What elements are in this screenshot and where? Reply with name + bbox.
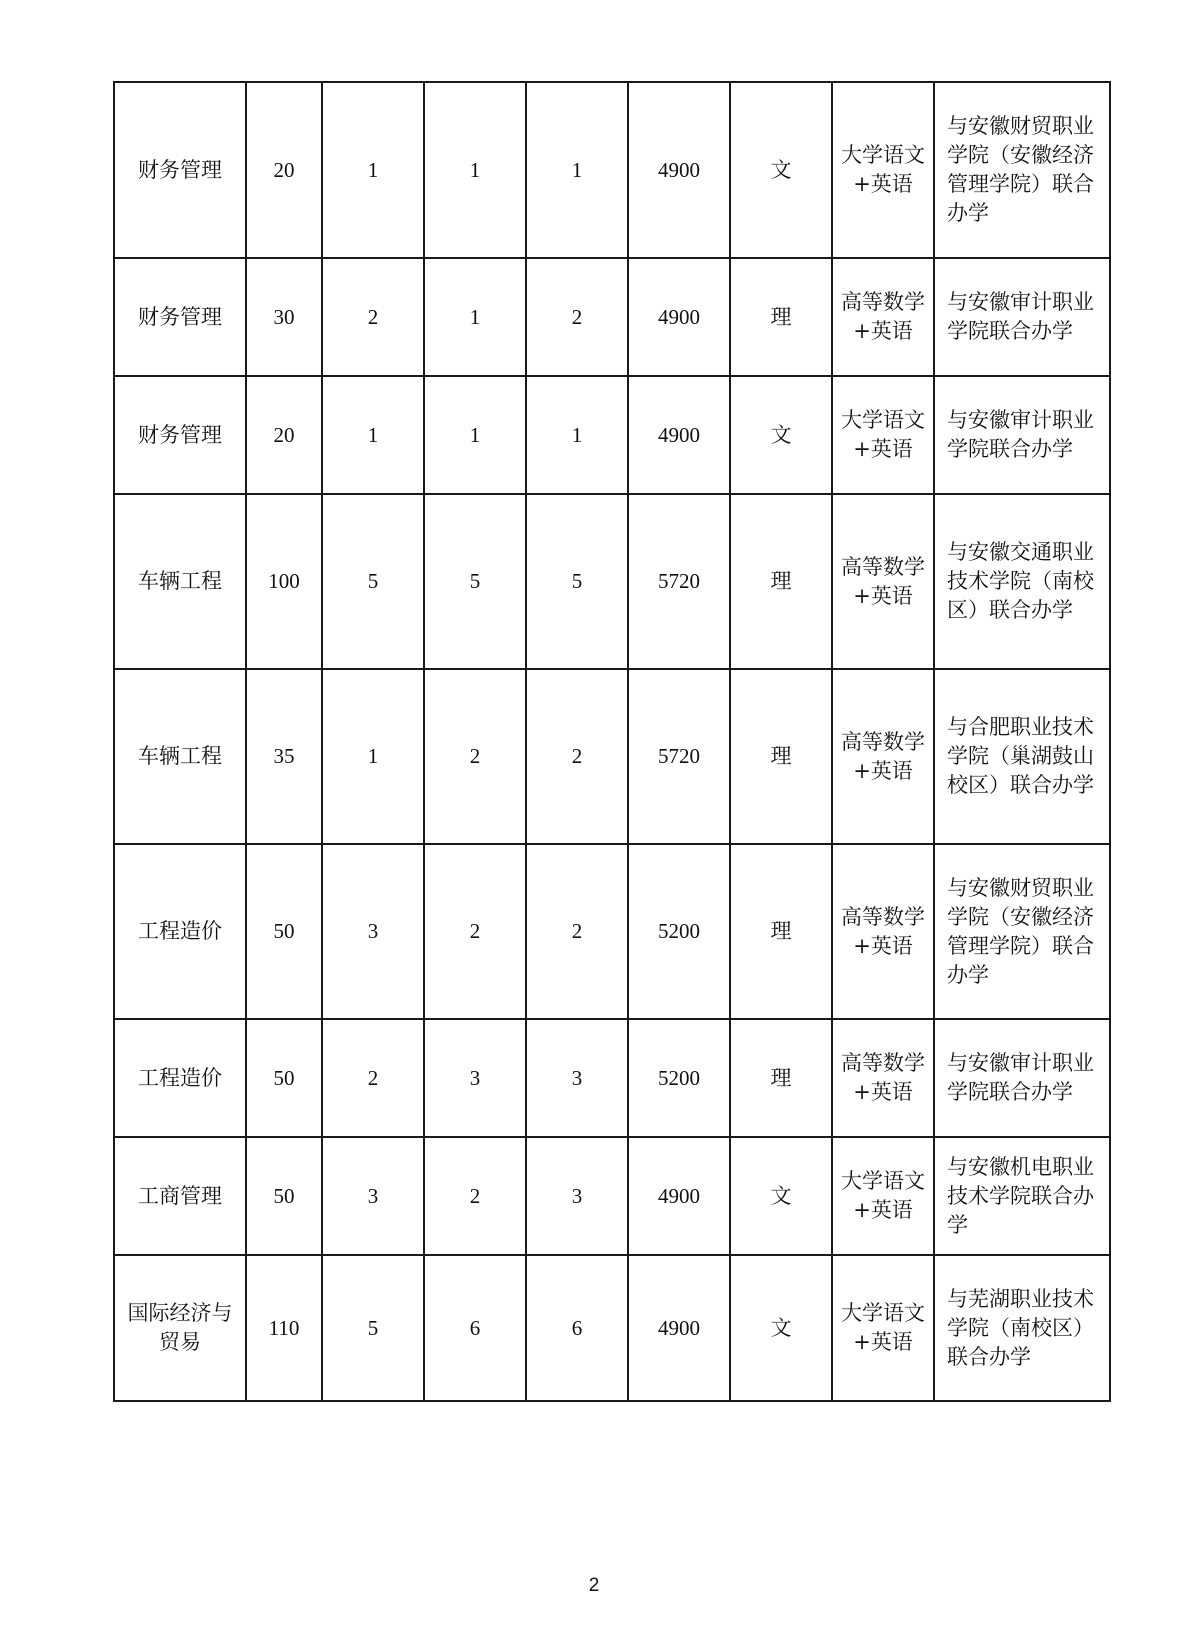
table-row — [114, 844, 1110, 1019]
plan-count-cell: 30 — [246, 258, 322, 376]
plan-count-cell: 50 — [246, 1137, 322, 1255]
note-cell: 与安徽财贸职业学院（安徽经济管理学院）联合办学 — [934, 82, 1110, 258]
note-cell: 与合肥职业技术学院（巢湖鼓山校区）联合办学 — [934, 669, 1110, 844]
count-cell-1: 3 — [322, 1137, 424, 1255]
count-cell-3: 2 — [526, 669, 628, 844]
exam-subjects-cell: 大学语文+英语 — [832, 82, 934, 258]
table-row — [114, 258, 1110, 376]
plan-count-cell: 110 — [246, 1255, 322, 1401]
count-cell-1: 2 — [322, 1019, 424, 1137]
plan-count-cell: 35 — [246, 669, 322, 844]
tuition-cell: 4900 — [628, 376, 730, 494]
count-cell-3: 5 — [526, 494, 628, 669]
tuition-cell: 5200 — [628, 844, 730, 1019]
tuition-cell: 4900 — [628, 258, 730, 376]
exam-subjects-cell: 高等数学+英语 — [832, 258, 934, 376]
note-cell: 与安徽审计职业学院联合办学 — [934, 258, 1110, 376]
major-cell: 工商管理 — [114, 1137, 246, 1255]
count-cell-3: 2 — [526, 258, 628, 376]
major-cell: 国际经济与贸易 — [114, 1255, 246, 1401]
count-cell-1: 1 — [322, 82, 424, 258]
category-cell: 理 — [730, 494, 832, 669]
note-cell: 与安徽机电职业技术学院联合办学 — [934, 1137, 1110, 1255]
tuition-cell: 4900 — [628, 82, 730, 258]
plan-count-cell: 20 — [246, 376, 322, 494]
count-cell-2: 5 — [424, 494, 526, 669]
major-cell: 工程造价 — [114, 1019, 246, 1137]
count-cell-2: 2 — [424, 844, 526, 1019]
count-cell-3: 2 — [526, 844, 628, 1019]
count-cell-1: 5 — [322, 494, 424, 669]
count-cell-1: 2 — [322, 258, 424, 376]
table-row — [114, 494, 1110, 669]
category-cell: 文 — [730, 82, 832, 258]
note-cell: 与芜湖职业技术学院（南校区）联合办学 — [934, 1255, 1110, 1401]
major-cell: 财务管理 — [114, 376, 246, 494]
count-cell-2: 6 — [424, 1255, 526, 1401]
count-cell-3: 1 — [526, 376, 628, 494]
count-cell-2: 1 — [424, 258, 526, 376]
table-row — [114, 376, 1110, 494]
tuition-cell: 5200 — [628, 1019, 730, 1137]
exam-subjects-cell: 大学语文+英语 — [832, 1137, 934, 1255]
category-cell: 理 — [730, 669, 832, 844]
major-cell: 财务管理 — [114, 258, 246, 376]
count-cell-3: 3 — [526, 1019, 628, 1137]
category-cell: 理 — [730, 1019, 832, 1137]
table-row — [114, 669, 1110, 844]
count-cell-3: 3 — [526, 1137, 628, 1255]
note-cell: 与安徽财贸职业学院（安徽经济管理学院）联合办学 — [934, 844, 1110, 1019]
table-row — [114, 1019, 1110, 1137]
exam-subjects-cell: 高等数学+英语 — [832, 494, 934, 669]
major-cell: 财务管理 — [114, 82, 246, 258]
exam-subjects-cell: 高等数学+英语 — [832, 1019, 934, 1137]
count-cell-2: 1 — [424, 82, 526, 258]
category-cell: 文 — [730, 1137, 832, 1255]
exam-subjects-cell: 大学语文+英语 — [832, 376, 934, 494]
plan-count-cell: 20 — [246, 82, 322, 258]
tuition-cell: 4900 — [628, 1137, 730, 1255]
note-cell: 与安徽交通职业技术学院（南校区）联合办学 — [934, 494, 1110, 669]
count-cell-3: 1 — [526, 82, 628, 258]
major-cell: 工程造价 — [114, 844, 246, 1019]
note-cell: 与安徽审计职业学院联合办学 — [934, 376, 1110, 494]
exam-subjects-cell: 高等数学+英语 — [832, 669, 934, 844]
category-cell: 理 — [730, 258, 832, 376]
table-row — [114, 1137, 1110, 1255]
plan-count-cell: 50 — [246, 844, 322, 1019]
count-cell-2: 2 — [424, 669, 526, 844]
tuition-cell: 5720 — [628, 669, 730, 844]
count-cell-1: 1 — [322, 669, 424, 844]
count-cell-1: 5 — [322, 1255, 424, 1401]
page-number: 2 — [588, 1575, 600, 1596]
tuition-cell: 5720 — [628, 494, 730, 669]
exam-subjects-cell: 高等数学+英语 — [832, 844, 934, 1019]
major-cell: 车辆工程 — [114, 494, 246, 669]
count-cell-1: 3 — [322, 844, 424, 1019]
plan-count-cell: 100 — [246, 494, 322, 669]
exam-subjects-cell: 大学语文+英语 — [832, 1255, 934, 1401]
count-cell-2: 2 — [424, 1137, 526, 1255]
count-cell-2: 1 — [424, 376, 526, 494]
category-cell: 理 — [730, 844, 832, 1019]
count-cell-3: 6 — [526, 1255, 628, 1401]
category-cell: 文 — [730, 376, 832, 494]
table-row — [114, 82, 1110, 258]
note-cell: 与安徽审计职业学院联合办学 — [934, 1019, 1110, 1137]
table-row — [114, 1255, 1110, 1401]
tuition-cell: 4900 — [628, 1255, 730, 1401]
major-cell: 车辆工程 — [114, 669, 246, 844]
enrollment-table — [113, 81, 1111, 1402]
count-cell-1: 1 — [322, 376, 424, 494]
category-cell: 文 — [730, 1255, 832, 1401]
count-cell-2: 3 — [424, 1019, 526, 1137]
plan-count-cell: 50 — [246, 1019, 322, 1137]
